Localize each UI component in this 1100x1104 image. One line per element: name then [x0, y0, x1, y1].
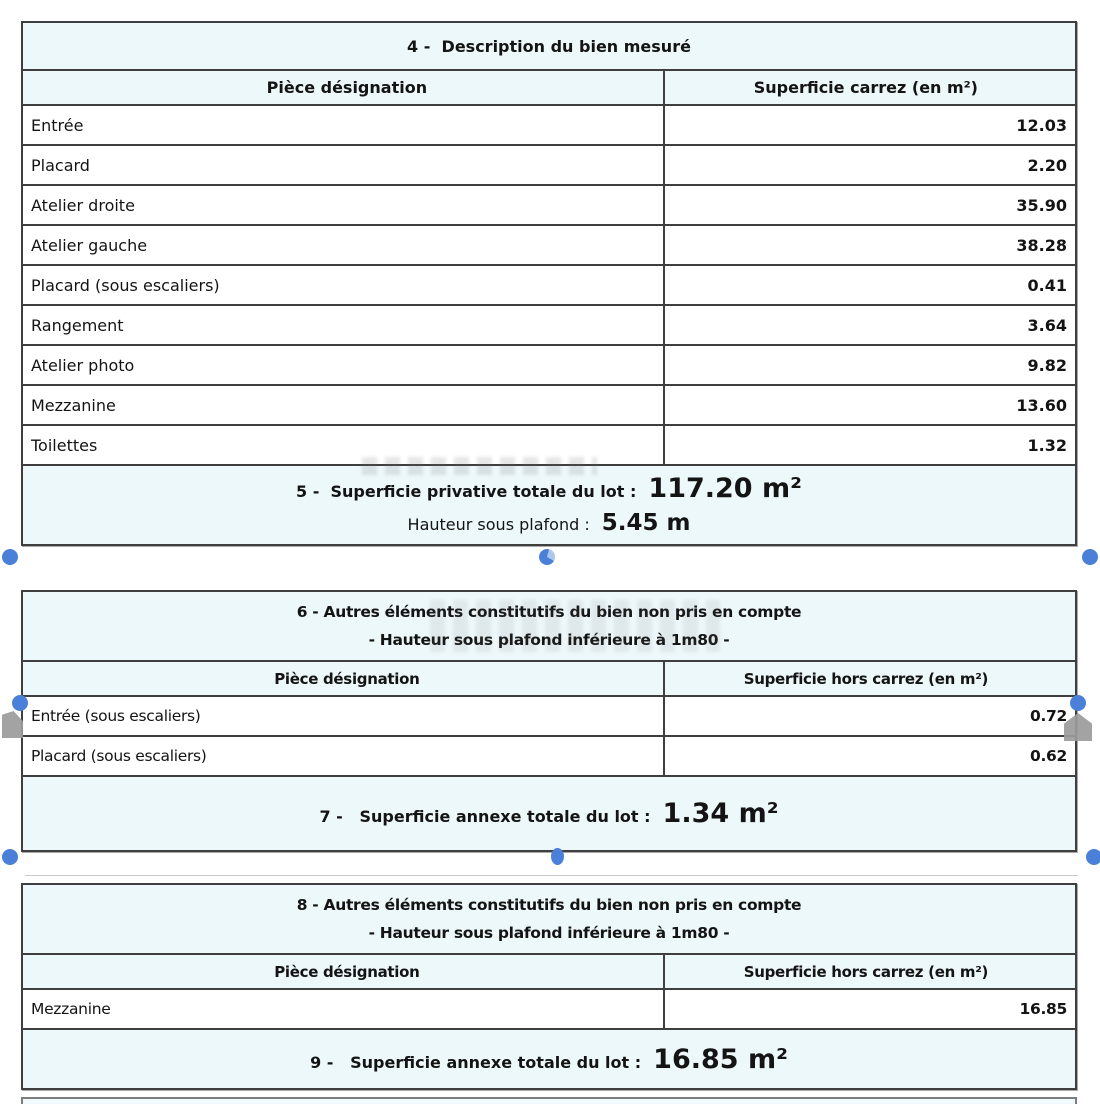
column-header-row [23, 69, 1075, 104]
column-header-row [23, 660, 1075, 695]
selection-handle-mid-right[interactable] [1070, 695, 1086, 711]
total-label: Hauteur sous plafond : [407, 514, 590, 534]
area-value-cell: 9.82 [1027, 355, 1067, 375]
room-name-cell: Placard (sous escaliers) [23, 266, 665, 304]
area-value-cell: 0.41 [1027, 275, 1067, 295]
room-name-cell: Placard (sous escaliers) [23, 737, 665, 775]
column-header-superficie: Superficie hors carrez (en m²) [743, 669, 989, 688]
column-header-piece: Pièce désignation [23, 71, 665, 104]
table-row [23, 304, 1075, 344]
selection-handle-mid-left[interactable] [12, 695, 28, 711]
room-name-cell: Mezzanine [23, 386, 665, 424]
area-value-cell: 0.72 [1029, 707, 1067, 725]
column-header-superficie: Superficie carrez (en m²) [753, 78, 978, 97]
total-line [319, 800, 778, 827]
table-title-line: 4 - Description du bien mesuré [407, 36, 691, 56]
area-value-cell: 3.64 [1027, 315, 1067, 335]
selection-handle-center-2[interactable] [551, 848, 564, 865]
column-header-piece: Pièce désignation [23, 955, 665, 988]
total-line [310, 1043, 788, 1075]
room-name-cell: Mezzanine [23, 990, 665, 1028]
table-row [23, 344, 1075, 384]
selection-handle-right-2[interactable] [1086, 849, 1100, 865]
area-value-cell: 13.60 [1016, 395, 1067, 415]
room-name-cell: Atelier photo [23, 346, 665, 384]
column-header-superficie: Superficie hors carrez (en m²) [743, 962, 989, 981]
table-row [23, 224, 1075, 264]
area-value-cell: 16.85 [1019, 1000, 1067, 1018]
table-row [23, 184, 1075, 224]
total-label: 7 - Superficie annexe totale du lot : [319, 807, 651, 826]
total-band [23, 1028, 1075, 1088]
table-autres-elements-section-8 [21, 883, 1077, 1090]
table-title-line: - Hauteur sous plafond inférieure à 1m80 - [368, 924, 730, 943]
total-label: 5 - Superficie privative totale du lot : [296, 482, 637, 502]
table-title-line: - Hauteur sous plafond inférieure à 1m80 - [368, 631, 730, 650]
table-title [23, 23, 1075, 69]
area-value-cell: 2.20 [1027, 155, 1067, 175]
table-row [23, 695, 1075, 735]
total-value: 117.20 m² [648, 473, 802, 505]
total-label: 9 - Superficie annexe totale du lot : [310, 1052, 642, 1072]
table-title [23, 592, 1075, 660]
area-value-cell: 0.62 [1029, 747, 1067, 765]
table-row [23, 264, 1075, 304]
table-row [23, 988, 1075, 1028]
table-row [23, 104, 1075, 144]
area-value-cell: 12.03 [1016, 115, 1067, 135]
room-name-cell: Rangement [23, 306, 665, 344]
table-title [23, 885, 1075, 953]
watermark-fragment [2, 711, 23, 738]
table-title-line: 6 - Autres éléments constitutifs du bien non pris en compte [296, 602, 802, 621]
total-value: 5.45 m [601, 509, 691, 536]
area-value-cell: 38.28 [1016, 235, 1067, 255]
total-line [407, 509, 691, 536]
total-line [296, 473, 802, 505]
table-row [23, 384, 1075, 424]
table-description-bien-mesure [21, 21, 1077, 546]
room-name-cell: Entrée [23, 106, 665, 144]
table-autres-elements-section-6 [21, 590, 1077, 852]
column-header-piece: Pièce désignation [23, 662, 665, 695]
room-name-cell: Entrée (sous escaliers) [23, 697, 665, 735]
room-name-cell: Atelier gauche [23, 226, 665, 264]
total-band [23, 775, 1075, 850]
area-value-cell: 35.90 [1016, 195, 1067, 215]
column-header-row [23, 953, 1075, 988]
divider-line [25, 875, 1078, 876]
selection-handle-left-1[interactable] [2, 549, 18, 565]
room-name-cell: Atelier droite [23, 186, 665, 224]
table-title-line: 8 - Autres éléments constitutifs du bien non pris en compte [296, 895, 802, 914]
table-row [23, 735, 1075, 775]
area-value-cell: 1.32 [1027, 435, 1067, 455]
table-row [23, 144, 1075, 184]
selection-handle-right-1[interactable] [1082, 549, 1098, 565]
selection-handle-left-2[interactable] [2, 849, 18, 865]
total-value: 16.85 m² [653, 1043, 788, 1075]
total-value: 1.34 m² [662, 798, 779, 829]
table-row [23, 424, 1075, 464]
total-band [23, 464, 1075, 544]
next-table-top-edge [21, 1097, 1077, 1104]
selection-handle-center-1[interactable] [539, 549, 555, 565]
room-name-cell: Toilettes [23, 426, 665, 464]
room-name-cell: Placard [23, 146, 665, 184]
